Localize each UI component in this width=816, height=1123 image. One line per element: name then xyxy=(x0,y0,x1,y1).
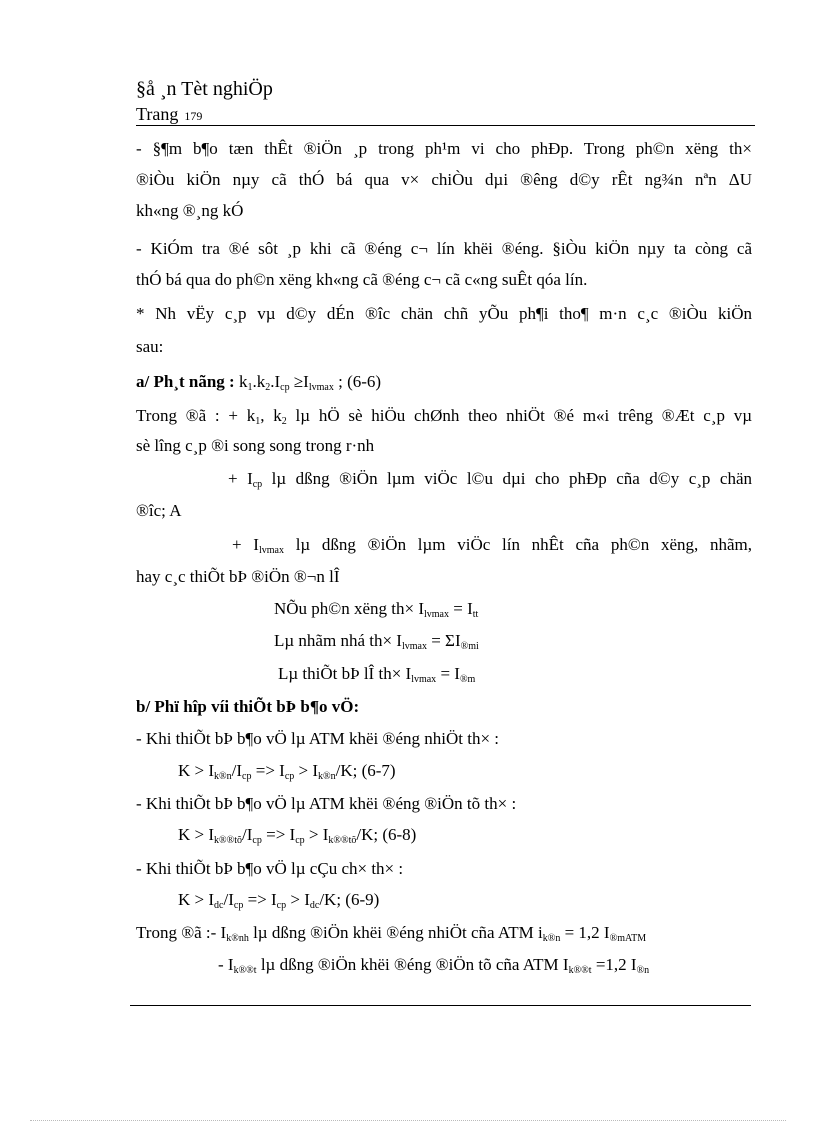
subscript: cp xyxy=(280,382,290,393)
formula-line-20 xyxy=(178,761,396,781)
text-line-23: - Khi thiÕt bÞ b¶o vÖ lµ cÇu ch× th× : xyxy=(136,859,404,878)
subscript: lvmax xyxy=(411,674,437,685)
text-part: Lµ nhãm nhá th× I xyxy=(274,631,402,650)
subscript: cp xyxy=(252,835,262,846)
subscript: 1 xyxy=(247,382,253,393)
text-line-3: kh«ng ®¸ng kÓ xyxy=(136,201,244,220)
heading-phu-hop: b/ Phï hîp víi thiÕt bÞ b¶o vÖ: xyxy=(136,697,360,716)
subscript: cp xyxy=(252,479,263,490)
subscript: dc xyxy=(214,900,224,911)
subscript: cp xyxy=(233,900,244,911)
text-part: > I xyxy=(294,761,319,780)
heading-phat-nong xyxy=(136,372,381,392)
subscript: k®®t xyxy=(568,965,592,976)
text-line-10: sè lîng c¸p ®i song song trong r·nh xyxy=(136,436,375,455)
formula-line-17 xyxy=(278,664,475,684)
text-part: = I xyxy=(436,664,460,683)
subscript: cp xyxy=(284,771,295,782)
subscript: k®n xyxy=(542,933,561,944)
text-part: => I xyxy=(243,890,277,909)
text-part: /I xyxy=(242,825,253,844)
text-part: + I xyxy=(232,535,259,554)
document-title: §å ¸n Tèt nghiÖp xyxy=(136,78,273,100)
footer-rule xyxy=(130,1005,751,1006)
text-part: /K; (6-7) xyxy=(335,761,396,780)
text-part: /I xyxy=(231,761,243,780)
subscript: 2 xyxy=(281,416,287,427)
text-part: /I xyxy=(223,890,234,909)
text-line-1: - §¶m b¶o tæn thÊt ®iÖn ¸p trong ph¹m vi cho phÐp. Trong ph©n xëng th× xyxy=(136,139,752,158)
text-line-5: thÓ bá qua do ph©n xëng kh«ng cã ®éng c¬ cã c«ng suÊt qóa lín. xyxy=(136,270,588,289)
text-part: > I xyxy=(286,890,310,909)
text-line-9 xyxy=(136,406,752,426)
formula-line-22 xyxy=(178,825,416,845)
subscript: ®mATM xyxy=(609,933,647,944)
text-part: =1,2 I xyxy=(591,955,637,974)
formula-part: .I xyxy=(270,372,281,391)
page-header xyxy=(136,104,202,125)
formula-part: ≥I xyxy=(289,372,309,391)
text-line-26 xyxy=(218,955,649,975)
subscript: k®n xyxy=(318,771,336,782)
text-part: K > I xyxy=(178,825,215,844)
subscript: lvmax xyxy=(308,382,334,393)
text-part: = 1,2 I xyxy=(560,923,610,942)
subscript: 1 xyxy=(255,416,261,427)
formula-line-16 xyxy=(274,631,479,651)
text-part: = I xyxy=(449,599,473,618)
text-part: Trong ®ã :- I xyxy=(136,923,227,942)
text-line-25 xyxy=(136,923,646,943)
subscript: ®mi xyxy=(460,641,479,652)
formula-part: .k xyxy=(252,372,266,391)
formula-line-15 xyxy=(274,599,478,619)
subscript: k®®tõ xyxy=(328,835,357,846)
text-part: lµ dßng ®iÖn lµm viÖc l©u dµi cho phÐp cña d©y c¸p chän xyxy=(262,469,752,488)
text-part: K > I xyxy=(178,890,215,909)
text-part: => I xyxy=(251,761,285,780)
subscript: cp xyxy=(295,835,305,846)
subscript: dc xyxy=(309,900,320,911)
heading-a: a/ Ph¸t nãng : xyxy=(136,372,235,391)
text-line-12: ®îc; A xyxy=(136,501,182,520)
text-part: lµ dßng ®iÖn khëi ®éng nhiÖt cña ATM i xyxy=(248,923,543,942)
subscript: cp xyxy=(276,900,287,911)
text-part: = ΣI xyxy=(426,631,461,650)
text-line-13 xyxy=(232,535,752,555)
subscript: lvmax xyxy=(401,641,427,652)
subscript: ®m xyxy=(459,674,476,685)
subscript: cp xyxy=(242,771,252,782)
page-number: 179 xyxy=(184,109,203,123)
text-part: lµ hÖ sè hiÖu chØnh theo nhiÖt ®é m«i trêng ®Æt c¸p vµ xyxy=(286,406,752,425)
subscript: k®nh xyxy=(226,933,249,944)
text-line-19: - Khi thiÕt bÞ b¶o vÖ lµ ATM khëi ®éng nhiÖt th× : xyxy=(136,729,500,748)
subscript: tt xyxy=(472,609,479,620)
page-label: Trang xyxy=(136,104,179,124)
text-part: Lµ thiÕt bÞ lÎ th× I xyxy=(278,664,412,683)
text-part: Trong ®ã : + k xyxy=(136,406,256,425)
formula-line-24 xyxy=(178,890,379,910)
text-part: K > I xyxy=(178,761,215,780)
text-part: lµ dßng ®iÖn lµm viÖc lín nhÊt cña ph©n xëng, nhãm, xyxy=(283,535,752,554)
formula-part: ; (6-6) xyxy=(333,372,382,391)
subscript: lvmax xyxy=(424,609,449,620)
subscript: k®®tõ xyxy=(214,835,243,846)
header-rule xyxy=(136,125,755,126)
text-part: /K; (6-9) xyxy=(319,890,380,909)
text-line-21: - Khi thiÕt bÞ b¶o vÖ lµ ATM khëi ®éng ®iÖn tõ th× : xyxy=(136,794,517,813)
subscript: k®®t xyxy=(233,965,257,976)
subscript: k®n xyxy=(214,771,232,782)
text-part: /K; (6-8) xyxy=(356,825,417,844)
text-part: + I xyxy=(228,469,253,488)
text-line-4: - KiÓm tra ®é sôt ¸p khi cã ®éng c¬ lín khëi ®éng. §iÒu kiÖn nµy ta còng cã xyxy=(136,239,752,258)
page-edge-rule xyxy=(30,1120,786,1121)
subscript: 2 xyxy=(265,382,271,393)
subscript: ®n xyxy=(636,965,650,976)
text-part: lµ dßng ®iÖn khëi ®éng ®iÖn tõ cña ATM I xyxy=(256,955,569,974)
text-line-2: ®iÒu kiÖn nµy cã thÓ bá qua v× chiÒu dµi ®êng d©y rÊt ng¾n nªn ΔU xyxy=(136,170,752,189)
text-part: NÕu ph©n xëng th× I xyxy=(274,599,424,618)
text-line-6: * Nh vËy c¸p vµ d©y dÉn ®îc chän chñ yÕu ph¶i tho¶ m·n c¸c ®iÒu kiÖn xyxy=(136,304,752,323)
text-part: > I xyxy=(304,825,329,844)
text-line-7: sau: xyxy=(136,337,164,356)
text-part: , k xyxy=(260,406,282,425)
subscript: lvmax xyxy=(258,545,284,556)
text-part: => I xyxy=(261,825,296,844)
text-part: - I xyxy=(218,955,234,974)
text-line-14: hay c¸c thiÕt bÞ ®iÖn ®¬n lÎ xyxy=(136,567,340,586)
formula-part: k xyxy=(238,372,248,391)
text-line-11 xyxy=(228,469,752,489)
